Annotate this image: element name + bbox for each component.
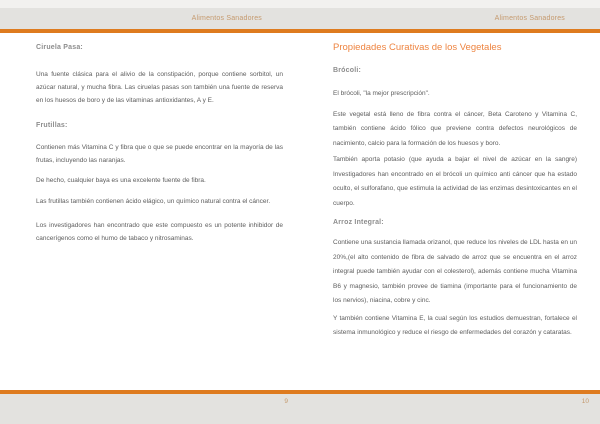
body-paragraph: Y también contiene Vitamina E, la cual según los estudios demuestran, fortalece el sistema inmunológico y reduce el riesgo de enfermedades del corazón y cataratas.: [333, 314, 577, 336]
section-heading-brocoli: Brócoli:: [333, 67, 362, 74]
header-left-title: Alimentos Sanadores: [191, 15, 262, 22]
body-paragraph: También aporta potasio (que ayuda a bajar el nivel de azúcar en la sangre) Investigadores han encontrado en el brócoli un químico anti cáncer que ha estado oculto, el sulforafano, que estimula la actividad de las enzimas desintoxicantes en el cuerpo.: [333, 156, 577, 207]
right-page-column: [333, 33, 577, 341]
section-heading-arroz-integral: Arroz Integral:: [333, 219, 384, 226]
body-paragraph: Contienen más Vitamina C y fibra que o que se puede encontrar en la mayoría de las frutas, incluyendo las naranjas.: [36, 144, 283, 164]
body-paragraph: El brócoli, "la mejor prescripción".: [333, 90, 430, 97]
body-paragraph: Este vegetal está lleno de fibra contra el cáncer, Beta Caroteno y Vitamina C, también contiene ácido fólico que previene contra defectos neurológicos de nacimiento, calcio para la formación de los huesos y boro.: [333, 110, 577, 147]
top-strip: [0, 0, 600, 8]
page-number-left: 9: [284, 398, 288, 405]
footer-band: [0, 394, 600, 424]
body-paragraph: Una fuente clásica para el alivio de la constipación, porque contiene sorbitol, un azúcar natural, y mucha fibra. Las ciruelas pasas son también una fuente de reserva en los huesos de boro y de las vitaminas antioxidantes, A y E.: [36, 71, 283, 104]
header-band: [0, 8, 600, 29]
header-right-title: Alimentos Sanadores: [494, 15, 565, 22]
body-paragraph: De hecho, cualquier baya es una excelente fuente de fibra.: [36, 177, 206, 184]
body-paragraph: Los investigadores han encontrado que este compuesto es un potente inhibidor de cancerígenos como el humo de tabaco y nitrosaminas.: [36, 222, 283, 242]
left-page-column: [36, 33, 283, 245]
body-paragraph: Contiene una sustancia llamada orizanol, que reduce los niveles de LDL hasta en un 20%,(el alto contenido de fibra de salvado de arroz que se encuentra en el arroz integral puede también ayudar con el colesterol), además contiene mucha Vitamina B6 y magnesio, también provee de tiamina (importante para el funcionamiento de los nervios), niacina, cobre y cinc.: [333, 239, 577, 304]
content-area: [0, 33, 600, 390]
page-number-right: 10: [581, 398, 589, 405]
page-title-propiedades-curativas: Propiedades Curativas de los Vegetales: [333, 42, 502, 53]
section-heading-frutillas: Frutillas:: [36, 122, 68, 129]
section-heading-ciruela-pasa: Ciruela Pasa:: [36, 44, 83, 51]
body-paragraph: Las frutillas también contienen ácido elágico, un químico natural contra el cáncer.: [36, 198, 271, 205]
